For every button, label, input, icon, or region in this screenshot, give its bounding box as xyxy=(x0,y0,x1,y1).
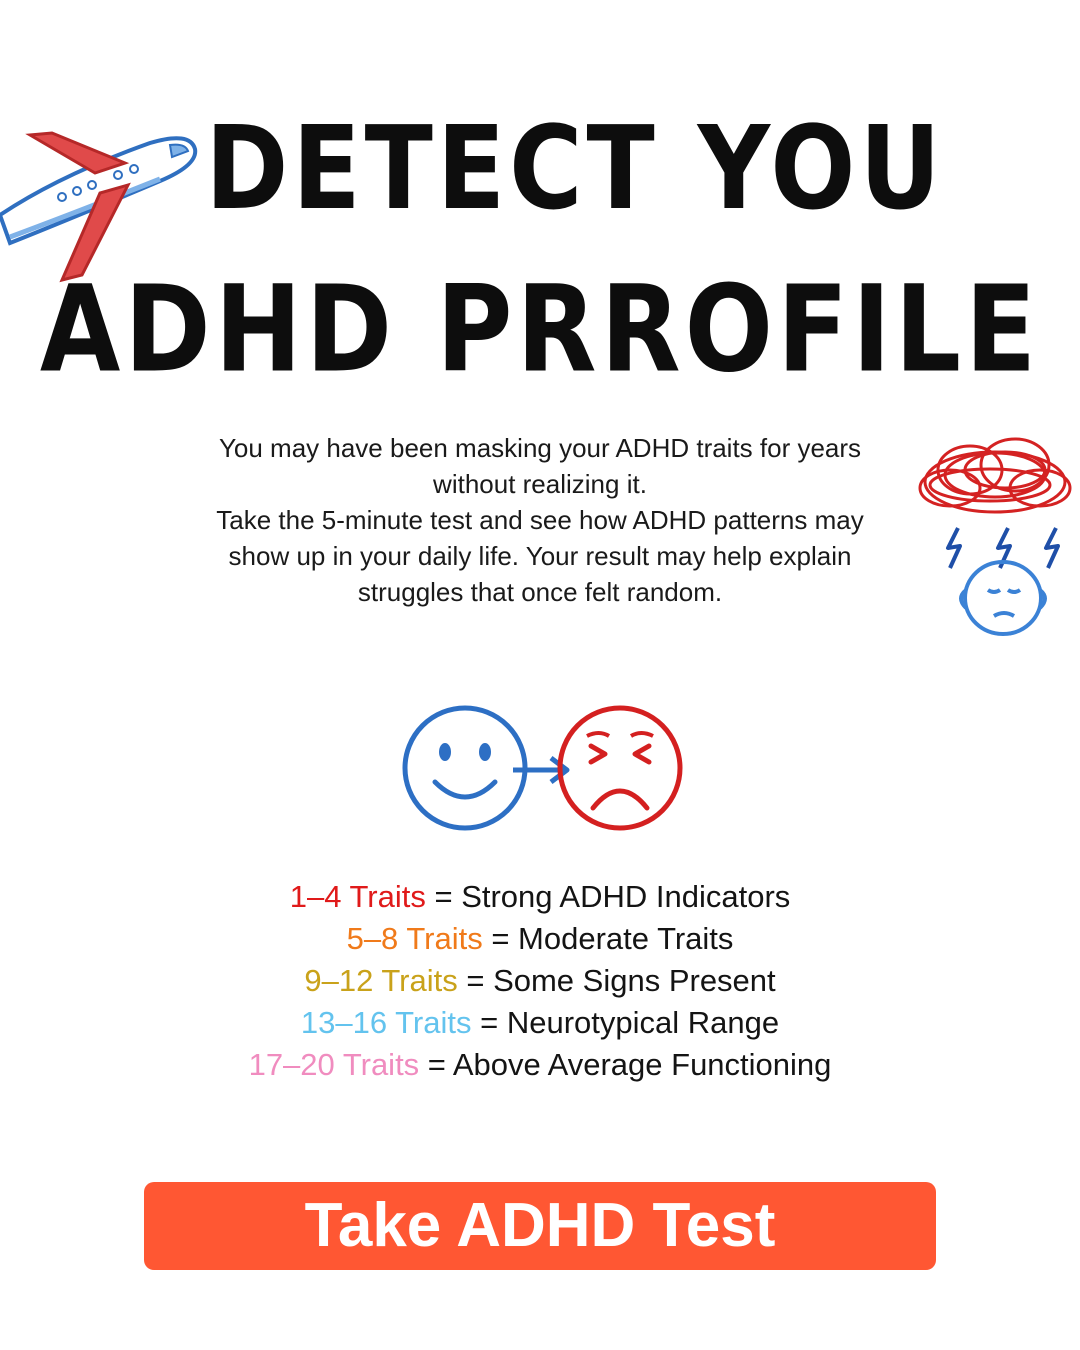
page-title-line-2: ADHD PRROFILE xyxy=(39,258,1041,400)
take-adhd-test-button[interactable]: Take ADHD Test xyxy=(144,1182,936,1270)
legend-separator-5: = xyxy=(419,1047,453,1082)
legend-meaning-3: Some Signs Present xyxy=(493,963,776,998)
intro-text xyxy=(200,430,880,610)
legend-range-1: 1–4 Traits xyxy=(289,879,426,914)
stressed-head-storm-cloud-icon xyxy=(910,430,1080,640)
legend-row-5 xyxy=(0,1044,1080,1086)
intro-paragraph-1: You may have been masking your ADHD traits for years without realizing it. xyxy=(218,433,862,499)
legend-range-3: 9–12 Traits xyxy=(304,963,458,998)
legend-row-3 xyxy=(0,960,1080,1002)
legend-meaning-2: Moderate Traits xyxy=(518,921,734,956)
page-title-line-1: DETECT YOU xyxy=(205,101,945,236)
happy-to-sad-face-icon xyxy=(395,700,695,840)
score-legend xyxy=(0,876,1080,1086)
legend-row-4 xyxy=(0,1002,1080,1044)
legend-meaning-1: Strong ADHD Indicators xyxy=(461,879,791,914)
legend-range-4: 13–16 Traits xyxy=(300,1005,472,1040)
legend-separator-3: = xyxy=(457,963,494,998)
legend-row-1 xyxy=(0,876,1080,918)
legend-separator-1: = xyxy=(425,879,462,914)
legend-range-2: 5–8 Traits xyxy=(346,921,483,956)
legend-range-5: 17–20 Traits xyxy=(248,1047,420,1082)
legend-row-2 xyxy=(0,918,1080,960)
legend-separator-2: = xyxy=(482,921,519,956)
legend-separator-4: = xyxy=(471,1005,507,1040)
legend-meaning-5: Above Average Functioning xyxy=(452,1047,832,1082)
legend-meaning-4: Neurotypical Range xyxy=(506,1005,780,1040)
intro-paragraph-2: Take the 5-minute test and see how ADHD patterns may show up in your daily life. Your result may help explain struggles that once felt random. xyxy=(216,505,864,607)
